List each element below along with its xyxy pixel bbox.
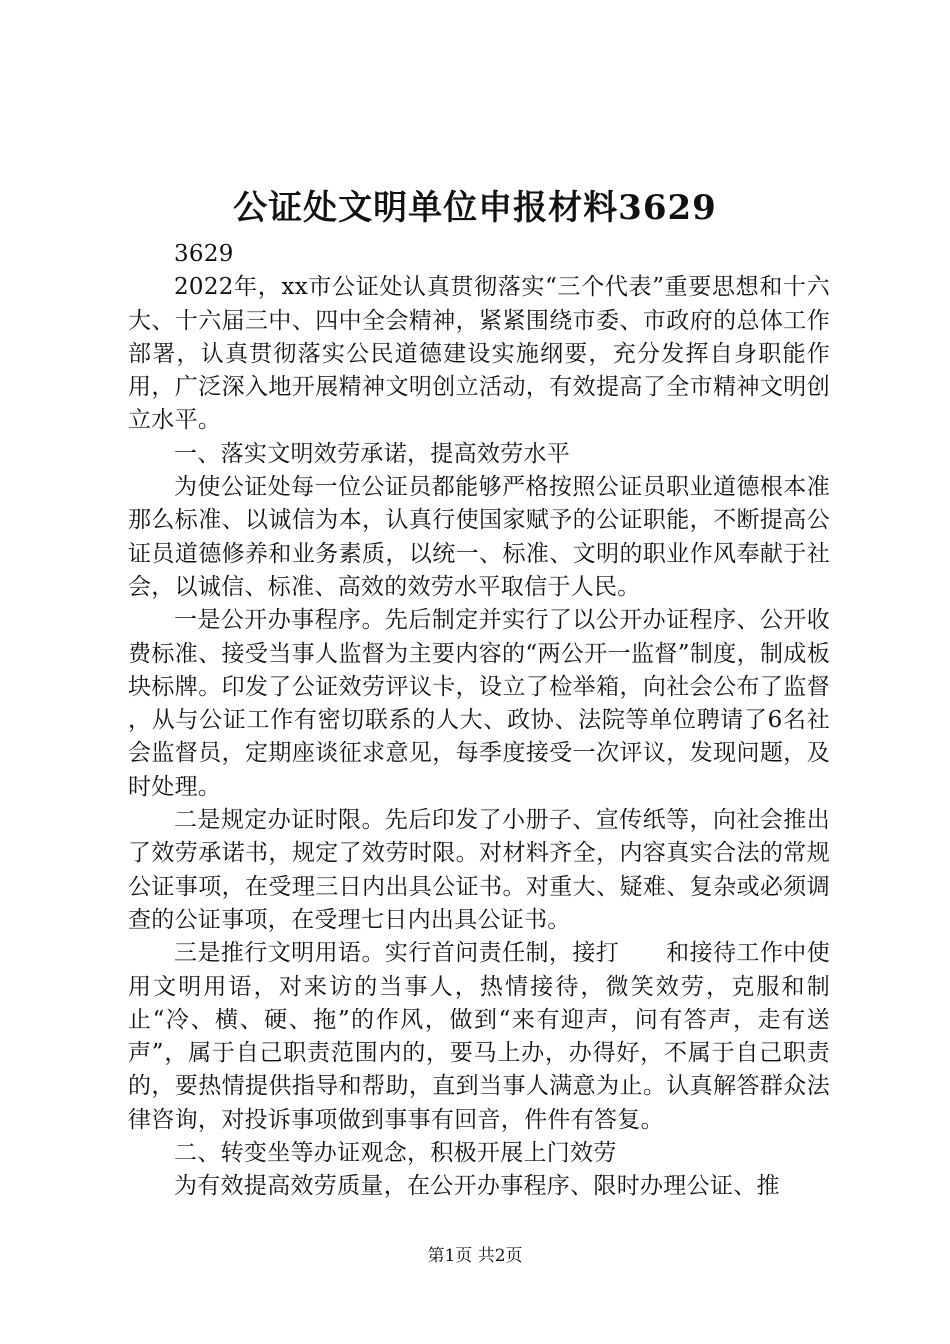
document-body	[128, 238, 877, 1204]
paragraph-item-2: 二是规定办证时限。先后印发了小册子、宣传纸等，向社会推出了效劳承诺书，规定了效劳时限。对材料齐全，内容真实合法的常规公证事项，在受理三日内出具公证书。对重大、疑难、复杂或必须调查的公证事项，在受理七日内出具公证书。	[128, 807, 830, 933]
paragraph-section-1: 为使公证处每一位公证员都能够严格按照公证员职业道德根本准那么标准、以诚信为本，认真行使国家赋予的公证职能，不断提高公证员道德修养和业务素质，以统一、标准、文明的职业作风奉献于社会，以诚信、标准、高效的效劳水平取信于人民。	[128, 474, 830, 600]
document-title: 公证处文明单位申报材料3629	[233, 188, 717, 228]
section-heading-2: 二、转变坐等办证观念，积极开展上门效劳	[174, 1140, 617, 1167]
paragraph-section-2: 为有效提高效劳质量，在公开办事程序、限时办理公证、推	[174, 1173, 780, 1200]
section-heading-1: 一、落实文明效劳承诺，提高效劳水平	[174, 440, 571, 467]
page-footer: 第1页 共2页	[427, 1246, 523, 1266]
paragraph-item-3: 三是推行文明用语。实行首问责任制，接打 和接待工作中使用文明用语，对来访的当事人，热情接待，微笑效劳，克服和制止“冷、横、硬、拖”的作风，做到“来有迎声，问有答声，走有送声”，属于自己职责范围内的，要马上办，办得好，不属于自己职责的，要热情提供指导和帮助，直到当事人满意为止。认真解答群众法律咨询，对投诉事项做到事事有回音，件件有答复。	[128, 940, 830, 1133]
paragraph-code: 3629	[174, 241, 234, 267]
paragraph-intro: 2022年，xx市公证处认真贯彻落实“三个代表”重要思想和十六大、十六届三中、四中全会精神，紧紧围绕市委、市政府的总体工作部署，认真贯彻落实公民道德建设实施纲要，充分发挥自身职能作用，广泛深入地开展精神文明创立活动，有效提高了全市精神文明创立水平。	[128, 274, 830, 434]
paragraph-item-1: 一是公开办事程序。先后制定并实行了以公开办证程序、公开收费标准、接受当事人监督为主要内容的“两公开一监督”制度，制成板块标牌。印发了公证效劳评议卡，设立了检举箱，向社会公布了监督 ，从与公证工作有密切联系的人大、政协、法院等单位聘请了6名社会监督员，定期座谈征求意见，每季度接受一次评议，发现问题，及时处理。	[128, 607, 877, 800]
